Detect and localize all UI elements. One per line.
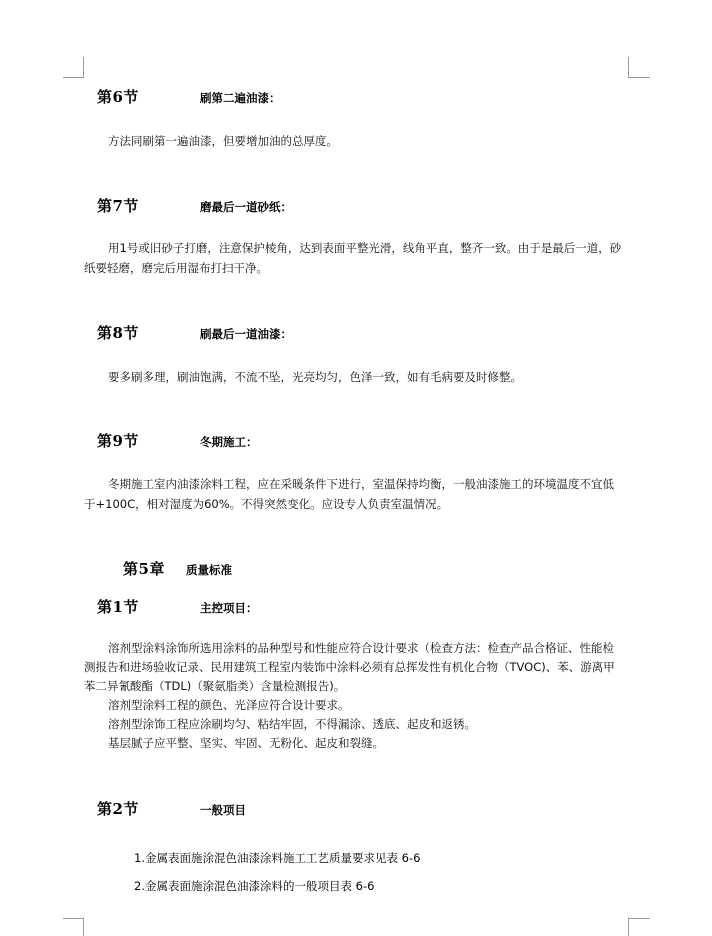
- crop-mark-bottom-left-v: [83, 918, 84, 936]
- crop-mark-top-left-h: [63, 77, 83, 78]
- section-title: 主控项目：: [200, 601, 258, 615]
- section-title: 刷最后一道油漆：: [200, 327, 292, 341]
- list-item: 1.金属表面施涂混色油漆涂料施工工艺质量要求见表 6-6: [134, 851, 421, 865]
- paragraph: 溶剂型涂饰工程应涂刷均匀、粘结牢固，不得漏涂、透底、起皮和返锈。: [108, 717, 476, 731]
- section-number: 第6节: [97, 88, 139, 106]
- crop-mark-top-right-h: [628, 77, 650, 78]
- paragraph: 用1号或旧砂子打磨，注意保护棱角，达到表面平整光滑，线角平直，整齐一致。由于是最后一道，砂纸要轻磨，磨完后用湿布打扫干净。: [84, 241, 622, 275]
- paragraph: 基层腻子应平整、坚实、牢固、无粉化、起皮和裂缝。: [108, 736, 384, 750]
- section-number: 第9节: [97, 432, 139, 450]
- chapter-title: 质量标准: [186, 563, 232, 577]
- paragraph: 要多刷多理，刷油饱满，不流不坠，光亮均匀，色泽一致，如有毛病要及时修整。: [108, 370, 522, 384]
- list-item: 2.金属表面施涂混色油漆涂料的一般项目表 6-6: [134, 879, 375, 893]
- crop-mark-bottom-right-h: [628, 918, 650, 919]
- crop-mark-bottom-right-v: [628, 918, 629, 936]
- section-number: 第1节: [97, 598, 139, 616]
- section-number: 第8节: [97, 324, 139, 342]
- chapter-number: 第5章: [123, 560, 165, 578]
- section-title: 冬期施工：: [200, 435, 258, 449]
- crop-mark-top-right-v: [628, 57, 629, 78]
- section-number: 第2节: [97, 800, 139, 818]
- paragraph: 冬期施工室内油漆涂料工程，应在采暖条件下进行，室温保持均衡，一般油漆施工的环境温度不宜低于+100C，相对湿度为60%。不得突然变化。应设专人负责室温情况。: [84, 477, 614, 511]
- section-number: 第7节: [97, 197, 139, 215]
- section-title: 刷第二遍油漆：: [200, 91, 281, 105]
- crop-mark-bottom-left-h: [63, 918, 83, 919]
- section-title: 一般项目: [200, 803, 246, 817]
- crop-mark-top-left-v: [83, 57, 84, 78]
- paragraph: 方法同刷第一遍油漆，但要增加油的总厚度。: [108, 134, 338, 148]
- section-title: 磨最后一道砂纸：: [200, 200, 292, 214]
- paragraph: 溶剂型涂料涂饰所选用涂料的品种型号和性能应符合设计要求（检查方法：检查产品合格证、性能检测报告和进场验收记录、民用建筑工程室内装饰中涂料必须有总挥发性有机化合物（TVOC)、苯、游离甲苯二异氰酸酯（TDL)（聚氨脂类）含量检测报告)。: [84, 641, 615, 693]
- paragraph: 溶剂型涂料工程的颜色、光泽应符合设计要求。: [108, 698, 350, 712]
